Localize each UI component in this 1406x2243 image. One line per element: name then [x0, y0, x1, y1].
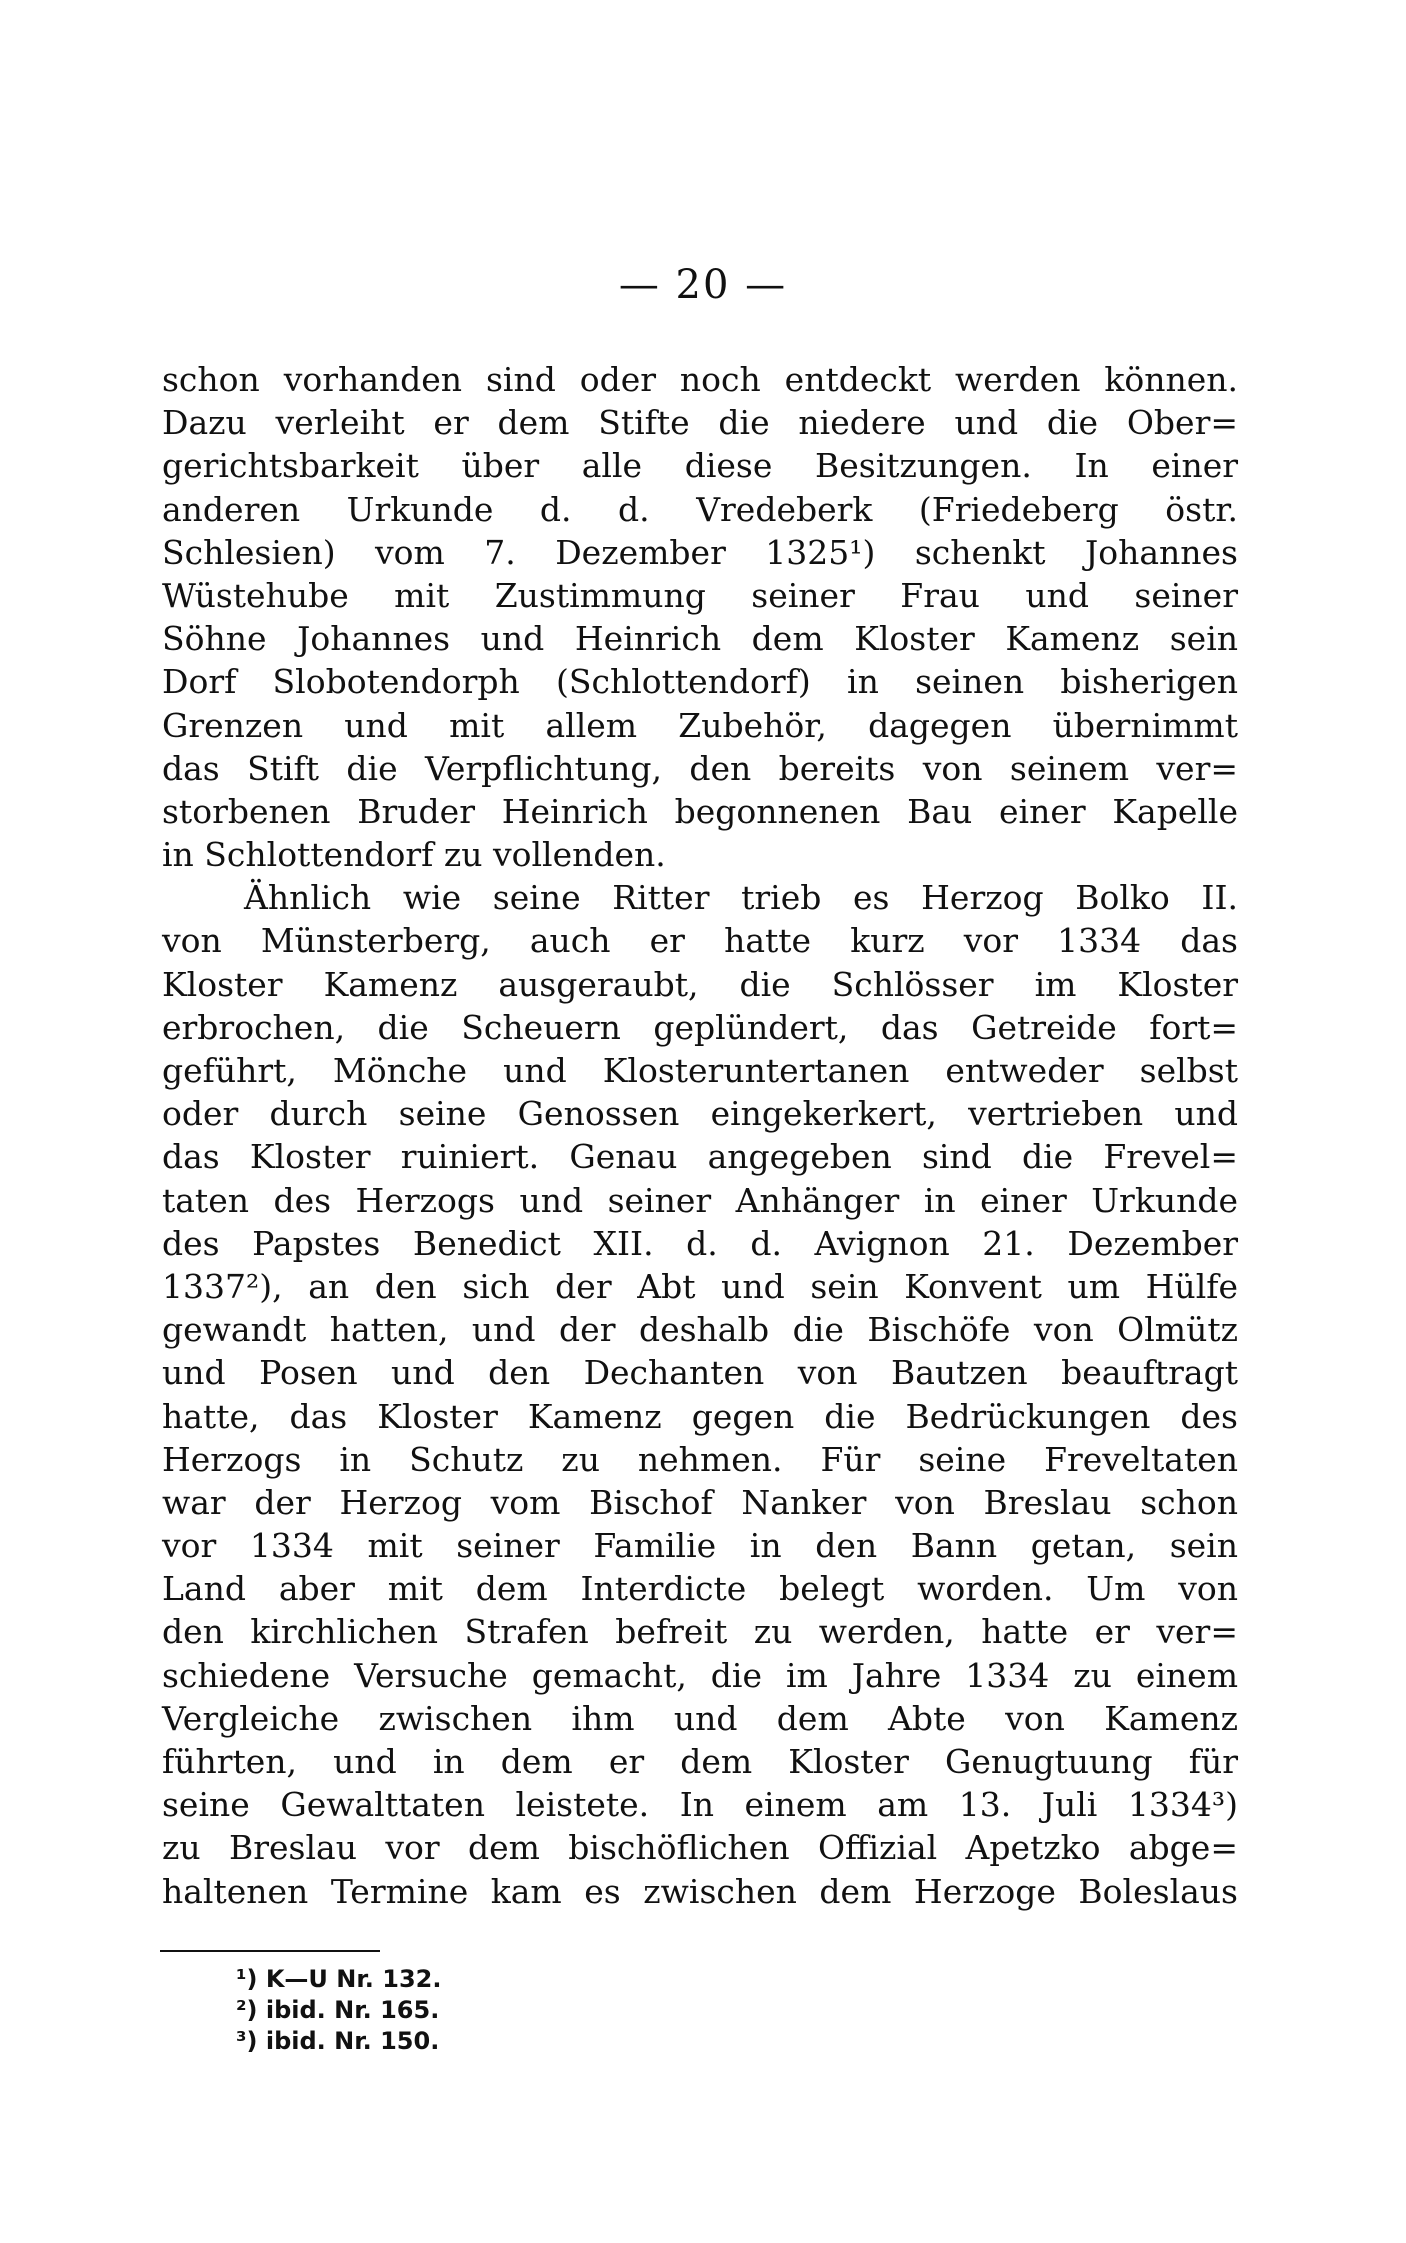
text-line: in Schlottendorf zu vollenden. [162, 835, 666, 875]
text-line: geführt, Mönche und Klosteruntertanen entweder selbst [162, 1051, 1238, 1090]
text-line: Wüstehube mit Zustimmung seiner Frau und seiner [162, 575, 1238, 615]
text-line: hatte, das Kloster Kamenz gegen die Bedrückungen des [162, 1396, 1238, 1436]
footnote: ³) ibid. Nr. 150. [236, 2027, 440, 2055]
text-line: war der Herzog vom Bischof Nanker von Breslau schon [162, 1482, 1238, 1522]
text-line: Söhne Johannes und Heinrich dem Kloster Kamenz sein [162, 619, 1238, 659]
text-line: Dazu verleiht er dem Stifte die niedere und die Ober= [162, 403, 1238, 443]
text-line: Herzogs in Schutz zu nehmen. Für seine Freveltaten [162, 1439, 1238, 1479]
text-line: zu Breslau vor dem bischöflichen Offizial Apetzko abge= [162, 1828, 1238, 1868]
body-text [162, 358, 1238, 1913]
footnote-divider [160, 1950, 380, 1952]
text-line: haltenen Termine kam es zwischen dem Herzoge Boleslaus [162, 1871, 1238, 1911]
text-line: Dorf Slobotendorph (Schlottendorf) in seinen bisherigen [162, 662, 1238, 702]
footnote: ²) ibid. Nr. 165. [236, 1996, 440, 2024]
text-line: seine Gewalttaten leistete. In einem am 13. Juli 1334³) [162, 1785, 1238, 1825]
text-line: gerichtsbarkeit über alle diese Besitzungen. In einer [162, 446, 1238, 486]
text-line: Kloster Kamenz ausgeraubt, die Schlösser im Kloster [162, 964, 1238, 1004]
text-line: und Posen und den Dechanten von Bautzen beauftragt [162, 1353, 1238, 1393]
text-line: gewandt hatten, und der deshalb die Bischöfe von Olmütz [162, 1310, 1238, 1350]
text-line: 1337²), an den sich der Abt und sein Konvent um Hülfe [162, 1266, 1238, 1306]
text-line: den kirchlichen Strafen befreit zu werden, hatte er ver= [162, 1612, 1238, 1652]
text-line: schiedene Versuche gemacht, die im Jahre 1334 zu einem [162, 1655, 1238, 1695]
text-line: vor 1334 mit seiner Familie in den Bann getan, sein [162, 1526, 1238, 1566]
text-line: erbrochen, die Scheuern geplündert, das Getreide fort= [162, 1007, 1238, 1047]
text-line: Schlesien) vom 7. Dezember 1325¹) schenkt Johannes [162, 532, 1238, 572]
text-line: führten, und in dem er dem Kloster Genugtuung für [162, 1742, 1238, 1781]
text-line: schon vorhanden sind oder noch entdeckt werden können. [162, 360, 1238, 399]
page-number: — 20 — [618, 262, 788, 308]
text-line: das Stift die Verpflichtung, den bereits von seinem ver= [162, 748, 1238, 788]
text-line: anderen Urkunde d. d. Vredeberk (Friedeberg östr. [162, 489, 1238, 529]
text-line: oder durch seine Genossen eingekerkert, vertrieben und [162, 1094, 1238, 1134]
text-line: Grenzen und mit allem Zubehör, dagegen übernimmt [162, 705, 1238, 745]
text-line: Ähnlich wie seine Ritter trieb es Herzog Bolko II. [244, 878, 1238, 918]
footnote: ¹) K—U Nr. 132. [236, 1965, 442, 1993]
text-line: von Münsterberg, auch er hatte kurz vor 1334 das [162, 921, 1238, 961]
text-line: das Kloster ruiniert. Genau angegeben sind die Frevel= [162, 1137, 1238, 1177]
text-line: Land aber mit dem Interdicte belegt worden. Um von [162, 1569, 1238, 1609]
text-line: des Papstes Benedict XII. d. d. Avignon 21. Dezember [162, 1223, 1238, 1263]
text-line: taten des Herzogs und seiner Anhänger in einer Urkunde [162, 1180, 1238, 1220]
footnotes [236, 1964, 441, 2057]
text-line: Vergleiche zwischen ihm und dem Abte von Kamenz [162, 1698, 1238, 1738]
text-line: storbenen Bruder Heinrich begonnenen Bau einer Kapelle [162, 791, 1238, 831]
